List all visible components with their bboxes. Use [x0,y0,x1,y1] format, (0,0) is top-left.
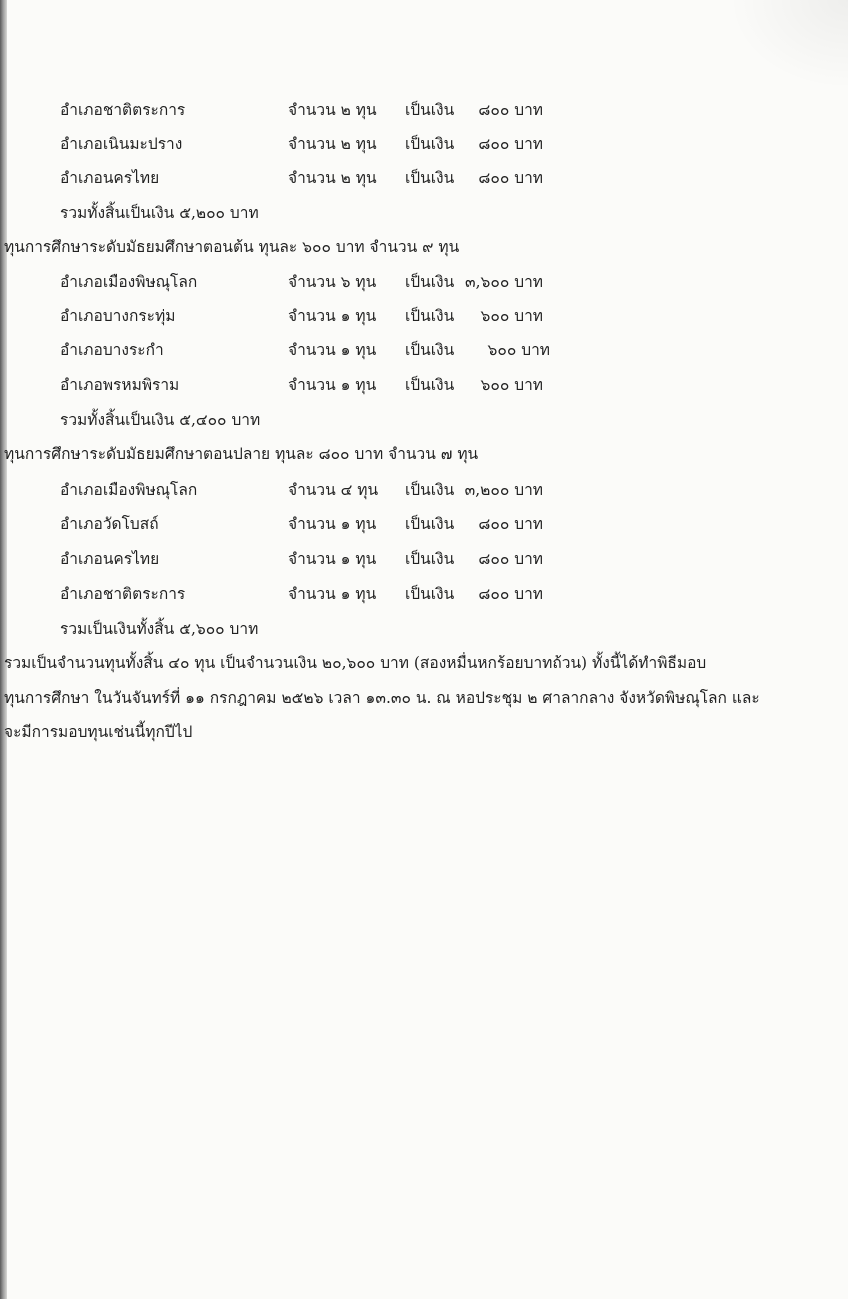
district-name: อำเภอบางระกำ [60,341,164,359]
money-label: เป็นเงิน [405,169,455,187]
summary-line: รวมเป็นจำนวนทุนทั้งสิ้น ๔๐ ทุน เป็นจำนวนเงิน ๒๐,๖๐๐ บาท (สองหมื่นหกร้อยบาทถ้วน) ทั้งนี้ได้ทำพิธีมอบ [4,654,707,672]
district-name: อำเภอชาติตระการ [60,585,186,603]
district-name: อำเภอบางกระทุ่ม [60,307,176,325]
district-name: อำเภอชาติตระการ [60,101,186,119]
amount: ๘๐๐ บาท [478,585,543,603]
amount: ๘๐๐ บาท [478,515,543,533]
section-heading: ทุนการศึกษาระดับมัธยมศึกษาตอนต้น ทุนละ ๖๐๐ บาท จำนวน ๙ ทุน [4,238,460,256]
amount: ๖๐๐ บาท [480,376,543,394]
summary-line: จะมีการมอบทุนเช่นนี้ทุกปีไป [4,723,193,741]
money-label: เป็นเงิน [405,376,455,394]
amount: ๘๐๐ บาท [478,550,543,568]
scholarship-count: จำนวน ๒ ทุน [288,135,377,153]
scholarship-count: จำนวน ๑ ทุน [288,307,377,325]
district-name: อำเภอเมืองพิษณุโลก [60,273,198,291]
money-label: เป็นเงิน [405,341,455,359]
summary-line: ทุนการศึกษา ในวันจันทร์ที่ ๑๑ กรกฎาคม ๒๕๒๖ เวลา ๑๓.๓๐ น. ณ หอประชุม ๒ ศาลากลาง จังหวัดพิษณุโลก และ [4,689,760,707]
money-label: เป็นเงิน [405,135,455,153]
scholarship-count: จำนวน ๒ ทุน [288,101,377,119]
district-name: อำเภอนครไทย [60,169,160,187]
money-label: เป็นเงิน [405,515,455,533]
district-name: อำเภอนครไทย [60,550,160,568]
scholarship-count: จำนวน ๑ ทุน [288,376,377,394]
district-name: อำเภอเมืองพิษณุโลก [60,481,198,499]
group-total: รวมทั้งสิ้นเป็นเงิน ๕,๒๐๐ บาท [60,204,259,222]
amount: ๓,๖๐๐ บาท [465,273,543,291]
scholarship-count: จำนวน ๑ ทุน [288,585,377,603]
money-label: เป็นเงิน [405,101,455,119]
group-total: รวมทั้งสิ้นเป็นเงิน ๕,๔๐๐ บาท [60,411,261,429]
district-name: อำเภอวัดโบสถ์ [60,515,159,533]
scholarship-count: จำนวน ๔ ทุน [288,481,379,499]
section-heading: ทุนการศึกษาระดับมัธยมศึกษาตอนปลาย ทุนละ ๘๐๐ บาท จำนวน ๗ ทุน [4,445,479,463]
money-label: เป็นเงิน [405,307,455,325]
amount: ๖๐๐ บาท [487,341,550,359]
group-total: รวมเป็นเงินทั้งสิ้น ๕,๖๐๐ บาท [60,620,259,638]
scholarship-count: จำนวน ๑ ทุน [288,341,377,359]
scholarship-count: จำนวน ๑ ทุน [288,515,377,533]
amount: ๘๐๐ บาท [478,101,543,119]
scholarship-count: จำนวน ๒ ทุน [288,169,377,187]
money-label: เป็นเงิน [405,585,455,603]
money-label: เป็นเงิน [405,273,455,291]
district-name: อำเภอพรหมพิราม [60,376,180,394]
amount: ๓,๒๐๐ บาท [464,481,543,499]
scholarship-count: จำนวน ๖ ทุน [288,273,377,291]
amount: ๘๐๐ บาท [478,169,543,187]
money-label: เป็นเงิน [405,481,455,499]
scholarship-count: จำนวน ๑ ทุน [288,550,377,568]
page-corner-shadow [728,0,848,90]
money-label: เป็นเงิน [405,550,455,568]
amount: ๘๐๐ บาท [478,135,543,153]
district-name: อำเภอเนินมะปราง [60,135,183,153]
amount: ๖๐๐ บาท [480,307,543,325]
